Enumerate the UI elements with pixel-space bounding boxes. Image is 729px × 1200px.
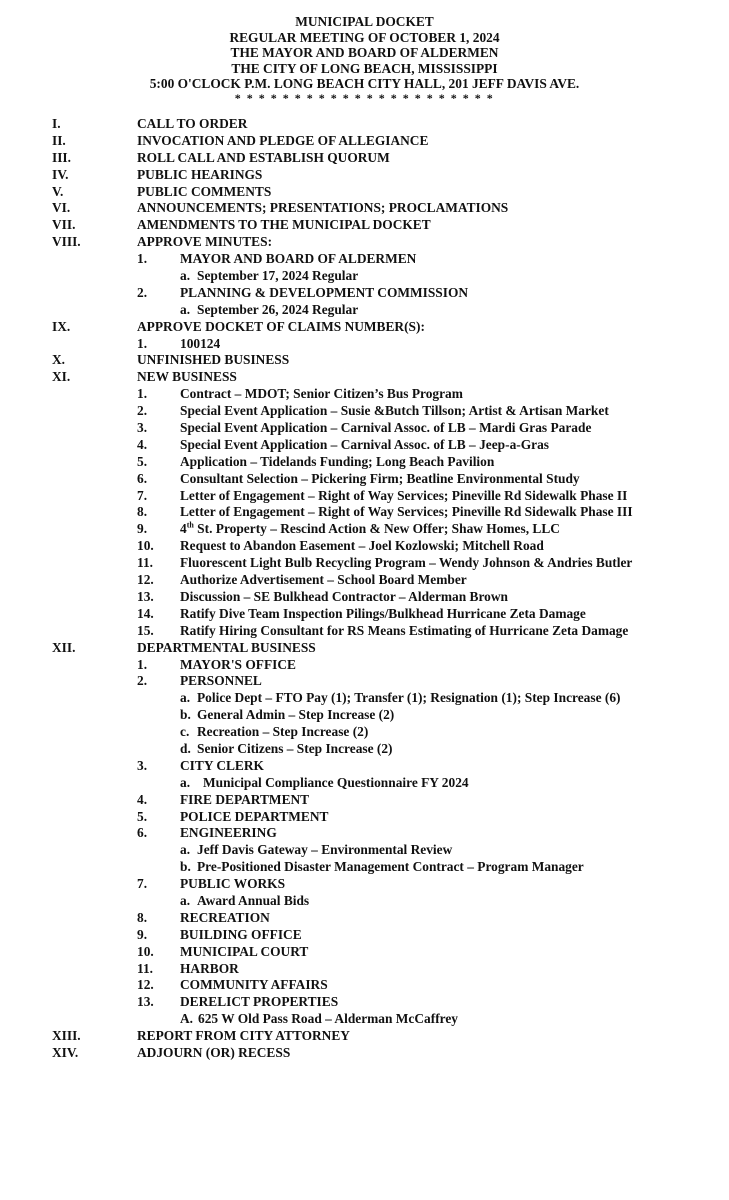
section-number: III. xyxy=(52,149,71,165)
item-number: 10. xyxy=(137,538,154,554)
item-title: Authorize Advertisement – School Board Member xyxy=(180,572,467,588)
item-number: 3. xyxy=(137,420,148,436)
subitem-title: Municipal Compliance Questionnaire FY 2024 xyxy=(203,774,469,790)
item-title: COMMUNITY AFFAIRS xyxy=(180,977,328,993)
agenda-subitem xyxy=(0,893,729,910)
subitem-letter: a. xyxy=(180,774,191,790)
subitem-letter: a. xyxy=(180,690,191,706)
agenda-item xyxy=(0,606,729,623)
agenda-section xyxy=(0,369,729,386)
section-title: PUBLIC HEARINGS xyxy=(137,166,263,182)
item-number: 12. xyxy=(137,572,154,588)
agenda-section xyxy=(0,640,729,657)
agenda-section xyxy=(0,234,729,251)
item-title: ENGINEERING xyxy=(180,825,277,841)
agenda-section xyxy=(0,1045,729,1062)
meeting-date: REGULAR MEETING OF OCTOBER 1, 2024 xyxy=(229,29,500,45)
item-number: 14. xyxy=(137,605,154,621)
agenda-item xyxy=(0,488,729,505)
section-number: VIII. xyxy=(52,234,81,250)
docket-title: MUNICIPAL DOCKET xyxy=(295,14,434,29)
subitem-letter: d. xyxy=(180,740,191,756)
agenda-item xyxy=(0,454,729,471)
subitem-title: Recreation – Step Increase (2) xyxy=(197,724,369,740)
item-number: 6. xyxy=(137,825,148,841)
section-number: IV. xyxy=(52,166,69,182)
section-title: ADJOURN (OR) RECESS xyxy=(137,1044,291,1060)
item-number: 13. xyxy=(137,994,154,1010)
agenda-section xyxy=(0,150,729,167)
subitem-title: September 26, 2024 Regular xyxy=(197,301,359,317)
section-number: XI. xyxy=(52,369,71,385)
agenda-item xyxy=(0,336,729,353)
subitem-title: General Admin – Step Increase (2) xyxy=(197,707,395,723)
item-number: 2. xyxy=(137,403,148,419)
item-title: Special Event Application – Carnival Assoc. of LB – Mardi Gras Parade xyxy=(180,420,592,436)
subitem-letter: a. xyxy=(180,842,191,858)
agenda-item xyxy=(0,403,729,420)
item-title: HARBOR xyxy=(180,960,239,976)
item-number: 4. xyxy=(137,791,148,807)
agenda-item xyxy=(0,251,729,268)
agenda-list xyxy=(0,116,729,1062)
agenda-item xyxy=(0,555,729,572)
item-title: Contract – MDOT; Senior Citizen’s Bus Program xyxy=(180,386,463,402)
section-title: CALL TO ORDER xyxy=(137,116,248,131)
section-number: I. xyxy=(52,116,61,131)
agenda-subitem xyxy=(0,775,729,792)
agenda-item xyxy=(0,876,729,893)
section-number: XIV. xyxy=(52,1044,79,1060)
agenda-subitem xyxy=(0,690,729,707)
section-title: PUBLIC COMMENTS xyxy=(137,183,272,199)
agenda-item xyxy=(0,437,729,454)
item-title: DERELICT PROPERTIES xyxy=(180,994,339,1010)
section-title: APPROVE MINUTES: xyxy=(137,234,273,250)
item-number: 1. xyxy=(137,251,148,267)
item-number: 1. xyxy=(137,656,148,672)
agenda-section xyxy=(0,1028,729,1045)
subitem-letter: b. xyxy=(180,707,191,723)
section-title: DEPARTMENTAL BUSINESS xyxy=(137,639,316,655)
ordinal-suffix: th xyxy=(186,520,194,530)
item-number: 9. xyxy=(137,521,148,537)
section-title: APPROVE DOCKET OF CLAIMS NUMBER(S): xyxy=(137,318,425,334)
agenda-subitem xyxy=(0,741,729,758)
docket-header xyxy=(0,14,729,104)
agenda-item xyxy=(0,386,729,403)
item-number: 2. xyxy=(137,284,148,300)
subitem-letter: a. xyxy=(180,268,191,284)
item-number: 11. xyxy=(137,960,153,976)
item-number: 9. xyxy=(137,926,148,942)
item-number: 1. xyxy=(137,335,148,351)
item-title: Special Event Application – Susie &Butch Tillson; Artist & Artisan Market xyxy=(180,403,609,419)
section-title: ANNOUNCEMENTS; PRESENTATIONS; PROCLAMATIONS xyxy=(137,200,509,216)
section-title: NEW BUSINESS xyxy=(137,369,237,385)
item-title: Fluorescent Light Bulb Recycling Program – Wendy Johnson & Andries Butler xyxy=(180,555,633,571)
agenda-section xyxy=(0,200,729,217)
item-title: POLICE DEPARTMENT xyxy=(180,808,329,824)
item-number: 12. xyxy=(137,977,154,993)
subitem-letter: A. xyxy=(180,1011,194,1027)
agenda-subitem xyxy=(0,842,729,859)
item-number: 5. xyxy=(137,453,148,469)
meeting-time-place: 5:00 O'CLOCK P.M. LONG BEACH CITY HALL, 201 JEFF DAVIS AVE. xyxy=(149,76,580,92)
item-number: 4. xyxy=(137,436,148,452)
section-number: XII. xyxy=(52,639,76,655)
item-title: RECREATION xyxy=(180,909,270,925)
item-number: 2. xyxy=(137,673,148,689)
item-title: Discussion – SE Bulkhead Contractor – Alderman Brown xyxy=(180,588,508,604)
item-title: Consultant Selection – Pickering Firm; Beatline Environmental Study xyxy=(180,470,580,486)
item-title: Ratify Dive Team Inspection Pilings/Bulkhead Hurricane Zeta Damage xyxy=(180,605,586,621)
item-number: 6. xyxy=(137,470,148,486)
section-title: REPORT FROM CITY ATTORNEY xyxy=(137,1028,350,1044)
section-number: XIII. xyxy=(52,1028,81,1044)
item-number: 13. xyxy=(137,588,154,604)
agenda-item xyxy=(0,623,729,640)
item-title: FIRE DEPARTMENT xyxy=(180,791,310,807)
item-title: MAYOR'S OFFICE xyxy=(180,656,296,672)
item-number: 10. xyxy=(137,943,154,959)
agenda-section xyxy=(0,319,729,336)
item-number: 5. xyxy=(137,808,148,824)
section-number: II. xyxy=(52,132,66,148)
item-title: Letter of Engagement – Right of Way Services; Pineville Rd Sidewalk Phase III xyxy=(180,504,633,520)
agenda-subitem xyxy=(0,268,729,285)
agenda-item xyxy=(0,825,729,842)
item-title-rest: St. Property – Rescind Action & New Offer; Shaw Homes, LLC xyxy=(193,521,560,537)
item-title: MAYOR AND BOARD OF ALDERMEN xyxy=(180,251,417,267)
subitem-letter: b. xyxy=(180,859,191,875)
agenda-section xyxy=(0,167,729,184)
item-title: Letter of Engagement – Right of Way Services; Pineville Rd Sidewalk Phase II xyxy=(180,487,628,503)
agenda-section xyxy=(0,184,729,201)
item-title: PLANNING & DEVELOPMENT COMMISSION xyxy=(180,284,469,300)
section-title: INVOCATION AND PLEDGE OF ALLEGIANCE xyxy=(137,132,429,148)
section-number: VI. xyxy=(52,200,71,216)
subitem-letter: c. xyxy=(180,724,190,740)
agenda-item xyxy=(0,944,729,961)
item-number: 8. xyxy=(137,909,148,925)
agenda-subitem xyxy=(0,724,729,741)
agenda-section xyxy=(0,352,729,369)
agenda-section xyxy=(0,116,729,133)
subitem-title: 625 W Old Pass Road – Alderman McCaffrey xyxy=(198,1011,458,1027)
agenda-section xyxy=(0,217,729,234)
item-title xyxy=(180,521,560,538)
subitem-title: Police Dept – FTO Pay (1); Transfer (1); Resignation (1); Step Increase (6) xyxy=(197,690,621,706)
section-number: IX. xyxy=(52,318,71,334)
city-name: THE CITY OF LONG BEACH, MISSISSIPPI xyxy=(231,60,498,76)
subitem-letter: a. xyxy=(180,892,191,908)
item-title: Special Event Application – Carnival Assoc. of LB – Jeep-a-Gras xyxy=(180,436,549,452)
item-number: 15. xyxy=(137,622,154,638)
item-title: BUILDING OFFICE xyxy=(180,926,302,942)
agenda-item xyxy=(0,994,729,1011)
section-title: AMENDMENTS TO THE MUNICIPAL DOCKET xyxy=(137,217,431,233)
agenda-subitem xyxy=(0,302,729,319)
agenda-subitem xyxy=(0,1011,729,1028)
subitem-letter: a. xyxy=(180,301,191,317)
subitem-title: Jeff Davis Gateway – Environmental Review xyxy=(197,842,453,858)
section-number: X. xyxy=(52,352,66,368)
item-title: CITY CLERK xyxy=(180,757,264,773)
agenda-item xyxy=(0,910,729,927)
agenda-item xyxy=(0,504,729,521)
agenda-item xyxy=(0,977,729,994)
agenda-item xyxy=(0,673,729,690)
section-title: ROLL CALL AND ESTABLISH QUORUM xyxy=(137,149,390,165)
item-title: PERSONNEL xyxy=(180,673,262,689)
subitem-title: Senior Citizens – Step Increase (2) xyxy=(197,740,393,756)
header-separator: * * * * * * * * * * * * * * * * * * * * * * xyxy=(234,90,495,105)
item-number: 1. xyxy=(137,386,148,402)
item-number: 7. xyxy=(137,487,148,503)
item-title: 100124 xyxy=(180,335,221,351)
agenda-item xyxy=(0,521,729,538)
subitem-title: Award Annual Bids xyxy=(197,892,310,908)
agenda-subitem xyxy=(0,707,729,724)
agenda-item xyxy=(0,471,729,488)
item-title: Request to Abandon Easement – Joel Kozlowski; Mitchell Road xyxy=(180,538,544,554)
item-number: 11. xyxy=(137,555,153,571)
agenda-subitem xyxy=(0,859,729,876)
governing-body: THE MAYOR AND BOARD OF ALDERMEN xyxy=(230,45,499,61)
agenda-item xyxy=(0,420,729,437)
item-title: Application – Tidelands Funding; Long Beach Pavilion xyxy=(180,453,495,469)
item-number: 8. xyxy=(137,504,148,520)
section-title: UNFINISHED BUSINESS xyxy=(137,352,290,368)
item-number: 7. xyxy=(137,876,148,892)
agenda-item xyxy=(0,285,729,302)
agenda-item xyxy=(0,657,729,674)
item-title: PUBLIC WORKS xyxy=(180,876,286,892)
agenda-item xyxy=(0,572,729,589)
agenda-section xyxy=(0,133,729,150)
item-title: Ratify Hiring Consultant for RS Means Estimating of Hurricane Zeta Damage xyxy=(180,622,629,638)
agenda-item xyxy=(0,792,729,809)
subitem-title: Pre-Positioned Disaster Management Contract – Program Manager xyxy=(197,859,584,875)
subitem-title: September 17, 2024 Regular xyxy=(197,268,359,284)
item-title: MUNICIPAL COURT xyxy=(180,943,309,959)
item-title-prefix: 4 xyxy=(180,521,187,537)
agenda-item xyxy=(0,758,729,775)
section-number: V. xyxy=(52,183,64,199)
agenda-item xyxy=(0,538,729,555)
agenda-item xyxy=(0,961,729,978)
section-number: VII. xyxy=(52,217,76,233)
agenda-item xyxy=(0,809,729,826)
agenda-item xyxy=(0,589,729,606)
item-number: 3. xyxy=(137,757,148,773)
agenda-item xyxy=(0,927,729,944)
